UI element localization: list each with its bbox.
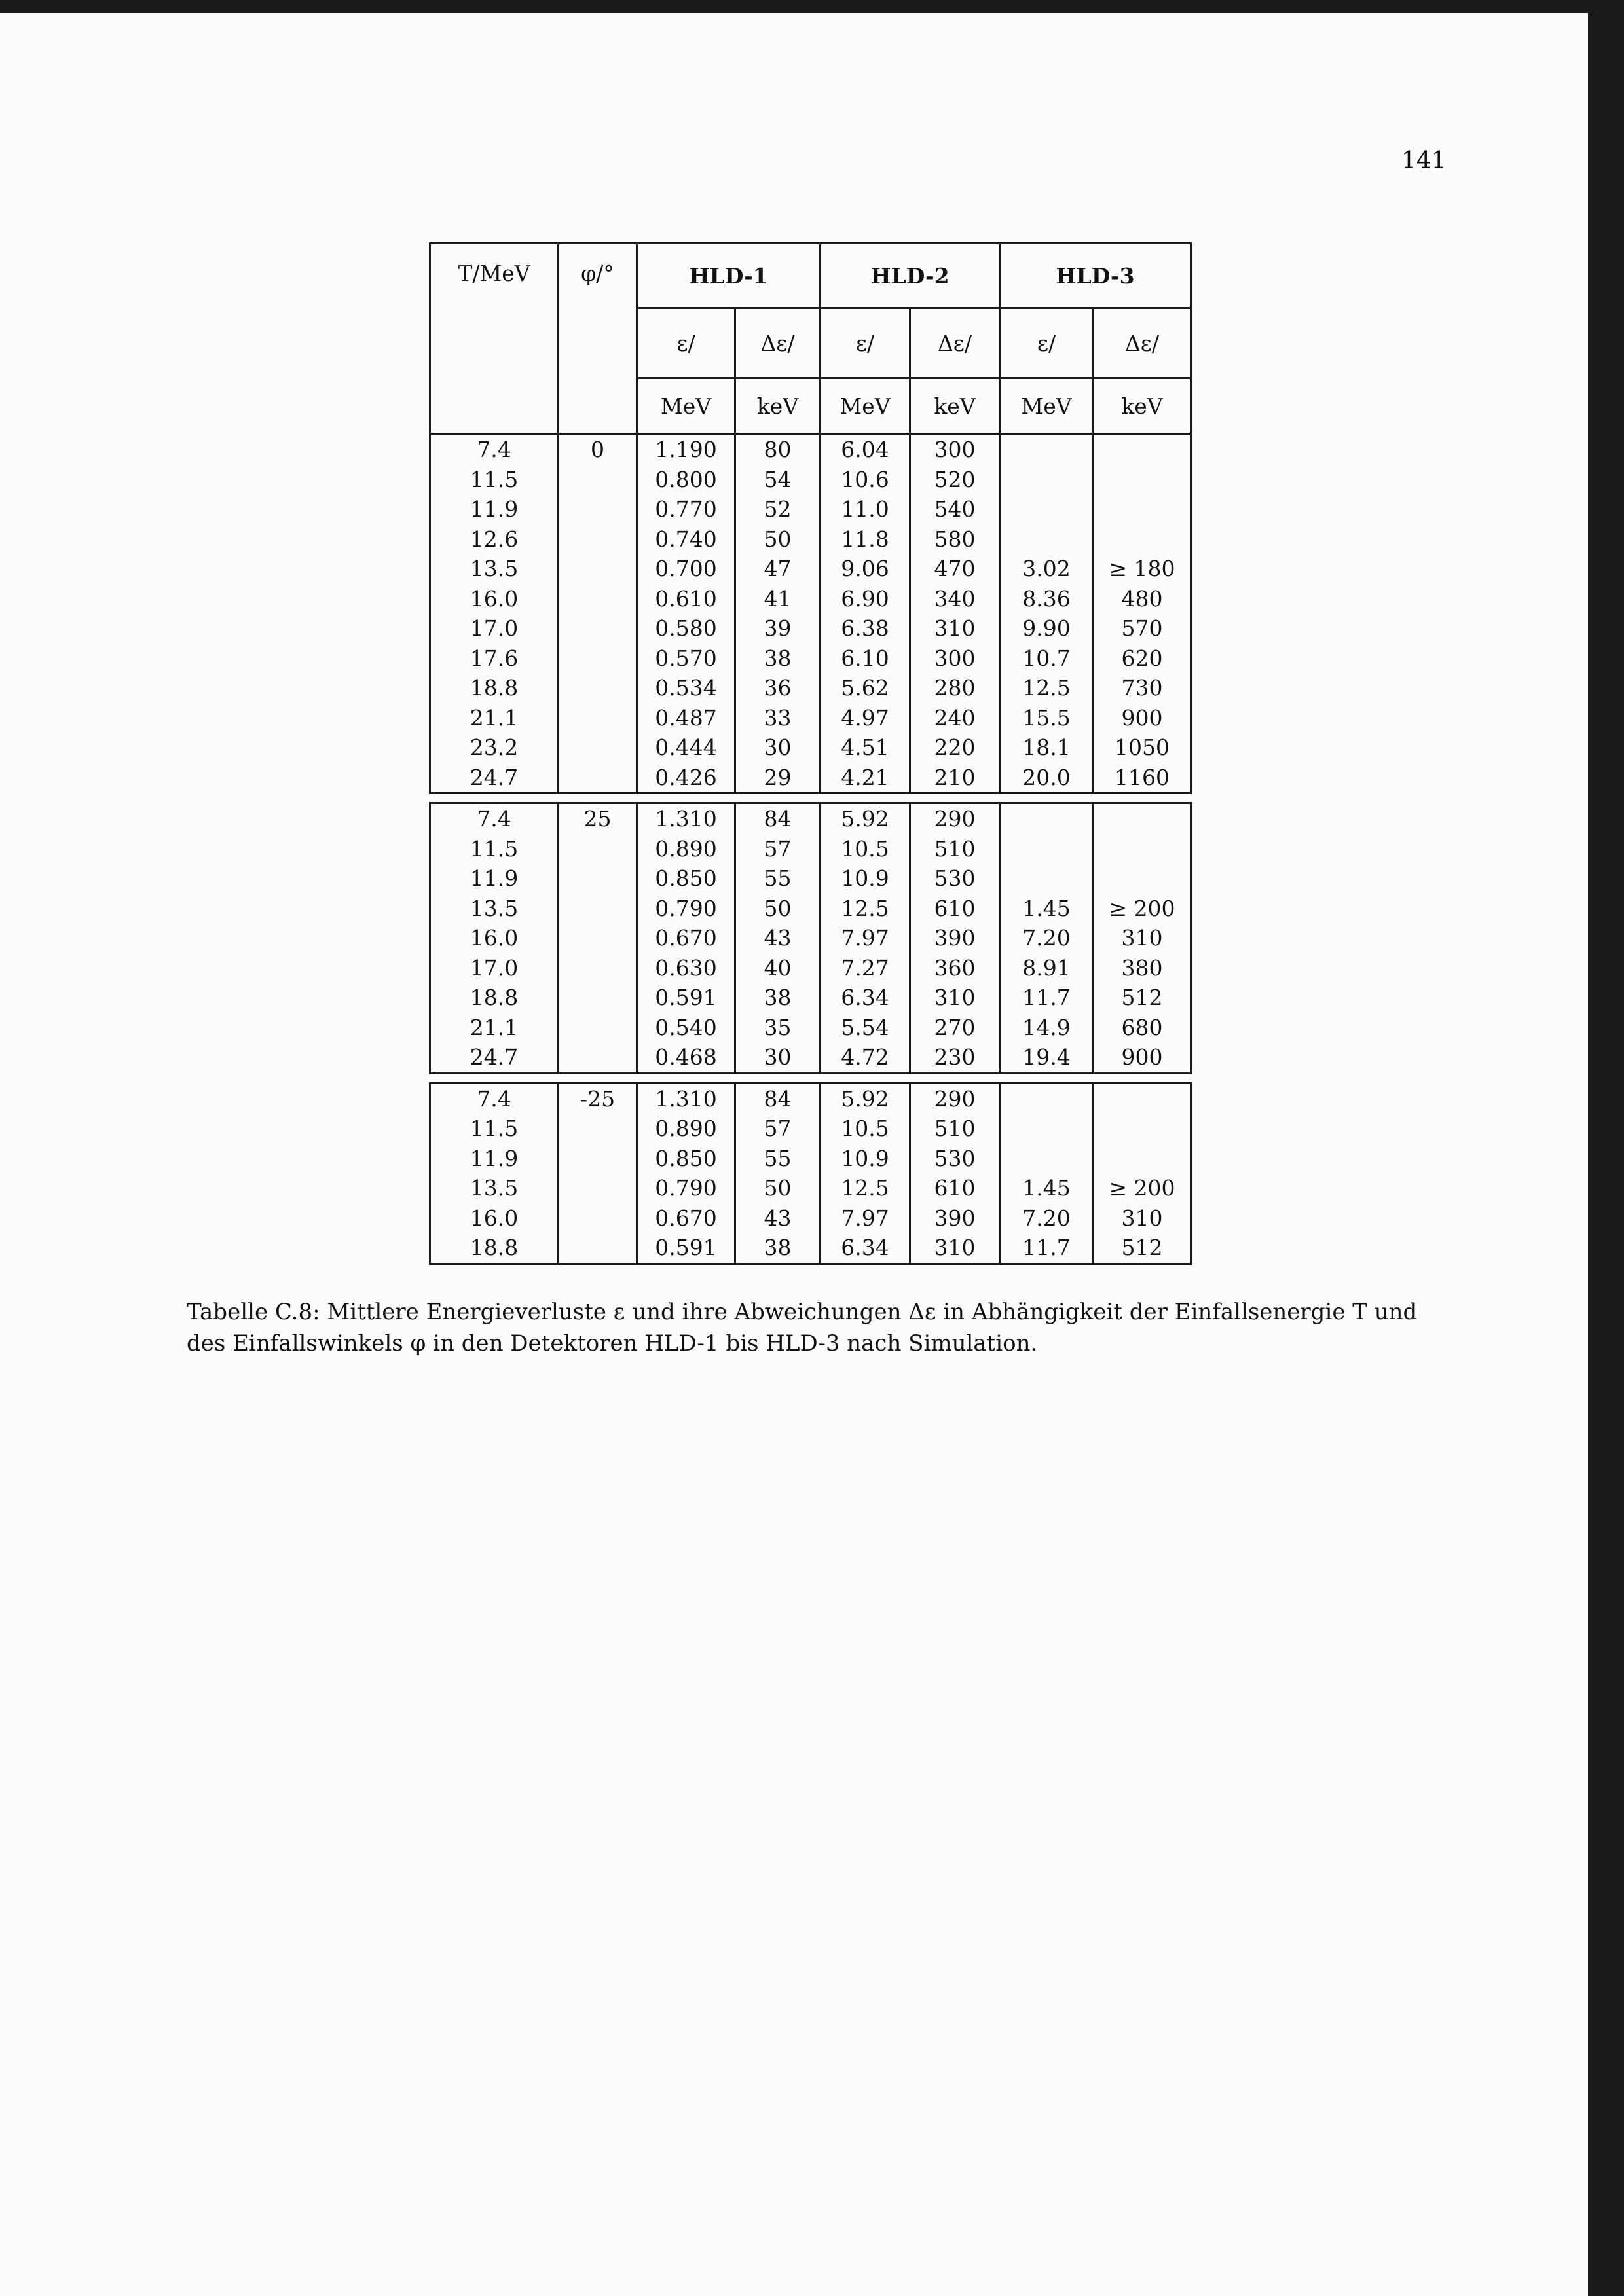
cell-energy: 11.5 bbox=[430, 834, 559, 864]
cell-energy: 21.1 bbox=[430, 703, 559, 733]
cell-energy: 11.5 bbox=[430, 465, 559, 495]
cell-hld3-eps: 1.45 bbox=[1000, 894, 1094, 924]
page-number: 141 bbox=[1401, 147, 1447, 174]
cell-hld2-deps: 230 bbox=[910, 1042, 1000, 1073]
cell-hld1-deps: 38 bbox=[735, 644, 821, 674]
cell-hld2-eps: 12.5 bbox=[821, 894, 910, 924]
cell-hld1-eps: 0.800 bbox=[637, 465, 735, 495]
cell-hld1-eps: 0.790 bbox=[637, 1173, 735, 1203]
cell-energy: 18.8 bbox=[430, 1233, 559, 1264]
cell-hld1-eps: 0.487 bbox=[637, 703, 735, 733]
cell-hld1-deps: 35 bbox=[735, 1013, 821, 1043]
cell-angle: 0 bbox=[559, 434, 637, 465]
cell-hld3-eps bbox=[1000, 494, 1094, 524]
cell-angle bbox=[559, 1203, 637, 1233]
cell-hld1-deps: 55 bbox=[735, 1144, 821, 1174]
cell-angle bbox=[559, 894, 637, 924]
cell-hld1-deps: 43 bbox=[735, 923, 821, 953]
cell-energy: 23.2 bbox=[430, 733, 559, 763]
cell-hld3-eps bbox=[1000, 834, 1094, 864]
cell-angle bbox=[559, 494, 637, 524]
cell-hld2-eps: 4.51 bbox=[821, 733, 910, 763]
cell-hld2-eps: 4.21 bbox=[821, 763, 910, 793]
cell-hld3-eps bbox=[1000, 1144, 1094, 1174]
cell-hld2-eps: 6.34 bbox=[821, 983, 910, 1013]
cell-angle bbox=[559, 763, 637, 793]
header-unit-mev: MeV bbox=[821, 378, 910, 434]
table-row bbox=[430, 1203, 1191, 1233]
table-row bbox=[430, 983, 1191, 1013]
cell-energy: 24.7 bbox=[430, 1042, 559, 1073]
cell-angle bbox=[559, 733, 637, 763]
cell-hld2-eps: 5.54 bbox=[821, 1013, 910, 1043]
cell-hld2-eps: 7.97 bbox=[821, 1203, 910, 1233]
table-row bbox=[430, 1013, 1191, 1043]
cell-hld3-eps: 11.7 bbox=[1000, 983, 1094, 1013]
cell-hld3-eps: 20.0 bbox=[1000, 763, 1094, 793]
cell-hld3-deps: 512 bbox=[1094, 1233, 1191, 1264]
cell-hld1-deps: 43 bbox=[735, 1203, 821, 1233]
cell-hld2-deps: 270 bbox=[910, 1013, 1000, 1043]
cell-hld1-deps: 50 bbox=[735, 524, 821, 555]
cell-hld1-eps: 0.670 bbox=[637, 1203, 735, 1233]
cell-energy: 17.0 bbox=[430, 953, 559, 983]
header-deps: Δε/ bbox=[910, 308, 1000, 378]
cell-hld2-deps: 300 bbox=[910, 644, 1000, 674]
cell-hld1-eps: 0.850 bbox=[637, 1144, 735, 1174]
table-row bbox=[430, 1083, 1191, 1114]
cell-hld1-eps: 0.468 bbox=[637, 1042, 735, 1073]
header-energy: T/MeV bbox=[430, 244, 559, 434]
cell-angle bbox=[559, 1233, 637, 1264]
table-row bbox=[430, 953, 1191, 983]
cell-hld3-deps: 680 bbox=[1094, 1013, 1191, 1043]
cell-hld1-eps: 0.610 bbox=[637, 584, 735, 614]
cell-hld3-eps: 9.90 bbox=[1000, 613, 1094, 644]
table-row bbox=[430, 673, 1191, 703]
cell-hld1-deps: 30 bbox=[735, 733, 821, 763]
cell-hld2-deps: 240 bbox=[910, 703, 1000, 733]
cell-hld1-deps: 54 bbox=[735, 465, 821, 495]
cell-hld2-eps: 4.97 bbox=[821, 703, 910, 733]
cell-hld1-deps: 36 bbox=[735, 673, 821, 703]
cell-hld3-deps bbox=[1094, 864, 1191, 894]
cell-energy: 21.1 bbox=[430, 1013, 559, 1043]
header-unit-kev: keV bbox=[1094, 378, 1191, 434]
table-row bbox=[430, 834, 1191, 864]
cell-hld2-deps: 530 bbox=[910, 1144, 1000, 1174]
cell-hld1-eps: 0.890 bbox=[637, 834, 735, 864]
cell-hld3-eps bbox=[1000, 524, 1094, 555]
cell-hld3-eps: 19.4 bbox=[1000, 1042, 1094, 1073]
cell-hld3-eps: 14.9 bbox=[1000, 1013, 1094, 1043]
cell-hld2-deps: 540 bbox=[910, 494, 1000, 524]
cell-hld3-eps: 8.91 bbox=[1000, 953, 1094, 983]
cell-hld1-eps: 0.630 bbox=[637, 953, 735, 983]
cell-hld2-eps: 11.0 bbox=[821, 494, 910, 524]
cell-hld2-deps: 280 bbox=[910, 673, 1000, 703]
cell-energy: 7.4 bbox=[430, 1083, 559, 1114]
table-row bbox=[430, 1144, 1191, 1174]
cell-angle bbox=[559, 584, 637, 614]
table-row bbox=[430, 763, 1191, 793]
cell-hld3-eps bbox=[1000, 803, 1094, 834]
cell-hld3-eps: 8.36 bbox=[1000, 584, 1094, 614]
cell-hld2-deps: 300 bbox=[910, 434, 1000, 465]
cell-hld2-eps: 6.38 bbox=[821, 613, 910, 644]
cell-energy: 24.7 bbox=[430, 763, 559, 793]
cell-hld3-eps: 3.02 bbox=[1000, 554, 1094, 584]
cell-hld2-deps: 580 bbox=[910, 524, 1000, 555]
cell-hld3-deps bbox=[1094, 1114, 1191, 1144]
cell-angle bbox=[559, 1114, 637, 1144]
cell-hld1-eps: 0.670 bbox=[637, 923, 735, 953]
cell-hld3-deps bbox=[1094, 434, 1191, 465]
cell-angle bbox=[559, 703, 637, 733]
cell-hld1-eps: 0.444 bbox=[637, 733, 735, 763]
cell-hld2-eps: 5.92 bbox=[821, 1083, 910, 1114]
cell-hld1-deps: 38 bbox=[735, 983, 821, 1013]
cell-angle bbox=[559, 923, 637, 953]
table-row bbox=[430, 1173, 1191, 1203]
cell-energy: 13.5 bbox=[430, 1173, 559, 1203]
cell-hld2-eps: 11.8 bbox=[821, 524, 910, 555]
cell-hld2-deps: 310 bbox=[910, 1233, 1000, 1264]
cell-hld2-eps: 10.6 bbox=[821, 465, 910, 495]
cell-hld1-eps: 1.310 bbox=[637, 803, 735, 834]
cell-angle bbox=[559, 1013, 637, 1043]
cell-angle bbox=[559, 524, 637, 555]
table-caption: Tabelle C.8: Mittlere Energieverluste ε und ihre Abweichungen Δε in Abhängigkeit der Einfallsenergie T und des Einfallswinkels φ in den Detektoren HLD-1 bis HLD-3 nach Simulation. bbox=[187, 1299, 1418, 1357]
table-row bbox=[430, 644, 1191, 674]
cell-hld3-eps bbox=[1000, 1083, 1094, 1114]
cell-hld3-deps: ≥ 200 bbox=[1094, 1173, 1191, 1203]
cell-hld3-eps bbox=[1000, 434, 1094, 465]
cell-hld2-eps: 7.97 bbox=[821, 923, 910, 953]
cell-hld3-deps bbox=[1094, 524, 1191, 555]
cell-hld2-deps: 390 bbox=[910, 923, 1000, 953]
table-row bbox=[430, 733, 1191, 763]
cell-angle bbox=[559, 1144, 637, 1174]
cell-hld1-deps: 57 bbox=[735, 1114, 821, 1144]
cell-hld1-deps: 55 bbox=[735, 864, 821, 894]
table-row bbox=[430, 894, 1191, 924]
table-row bbox=[430, 1114, 1191, 1144]
cell-hld2-eps: 10.5 bbox=[821, 834, 910, 864]
cell-hld1-deps: 84 bbox=[735, 1083, 821, 1114]
cell-hld1-eps: 0.426 bbox=[637, 763, 735, 793]
cell-energy: 11.9 bbox=[430, 1144, 559, 1174]
cell-energy: 18.8 bbox=[430, 673, 559, 703]
header-unit-mev: MeV bbox=[637, 378, 735, 434]
cell-hld2-eps: 5.62 bbox=[821, 673, 910, 703]
header-hld-1: HLD-1 bbox=[637, 244, 821, 308]
cell-energy: 11.9 bbox=[430, 864, 559, 894]
cell-hld3-deps: 1050 bbox=[1094, 733, 1191, 763]
cell-hld1-eps: 0.770 bbox=[637, 494, 735, 524]
cell-hld2-deps: 390 bbox=[910, 1203, 1000, 1233]
cell-hld3-deps bbox=[1094, 494, 1191, 524]
cell-hld2-deps: 290 bbox=[910, 1083, 1000, 1114]
cell-hld3-deps: 310 bbox=[1094, 1203, 1191, 1233]
cell-hld3-deps bbox=[1094, 1144, 1191, 1174]
cell-hld2-deps: 310 bbox=[910, 613, 1000, 644]
table-row bbox=[430, 494, 1191, 524]
cell-hld2-eps: 7.27 bbox=[821, 953, 910, 983]
cell-hld1-eps: 0.790 bbox=[637, 894, 735, 924]
cell-hld3-deps: 310 bbox=[1094, 923, 1191, 953]
cell-hld2-eps: 5.92 bbox=[821, 803, 910, 834]
group-separator bbox=[430, 793, 1191, 803]
cell-hld3-eps: 12.5 bbox=[1000, 673, 1094, 703]
cell-hld3-deps: 620 bbox=[1094, 644, 1191, 674]
table-row bbox=[430, 434, 1191, 465]
cell-hld1-deps: 80 bbox=[735, 434, 821, 465]
cell-hld2-eps: 9.06 bbox=[821, 554, 910, 584]
cell-hld1-deps: 39 bbox=[735, 613, 821, 644]
cell-hld3-deps: 900 bbox=[1094, 703, 1191, 733]
table-row bbox=[430, 703, 1191, 733]
header-deps: Δε/ bbox=[1094, 308, 1191, 378]
cell-hld2-deps: 510 bbox=[910, 834, 1000, 864]
cell-hld2-deps: 530 bbox=[910, 864, 1000, 894]
cell-hld1-eps: 0.740 bbox=[637, 524, 735, 555]
header-unit-kev: keV bbox=[735, 378, 821, 434]
header-angle: φ/° bbox=[559, 244, 637, 434]
cell-hld2-deps: 520 bbox=[910, 465, 1000, 495]
cell-hld2-deps: 290 bbox=[910, 803, 1000, 834]
cell-hld3-eps bbox=[1000, 465, 1094, 495]
cell-hld1-eps: 0.591 bbox=[637, 983, 735, 1013]
header-eps: ε/ bbox=[821, 308, 910, 378]
table-row bbox=[430, 803, 1191, 834]
cell-hld2-eps: 6.34 bbox=[821, 1233, 910, 1264]
cell-angle bbox=[559, 953, 637, 983]
cell-hld1-eps: 0.570 bbox=[637, 644, 735, 674]
cell-hld1-eps: 0.700 bbox=[637, 554, 735, 584]
cell-hld1-deps: 38 bbox=[735, 1233, 821, 1264]
cell-energy: 13.5 bbox=[430, 894, 559, 924]
cell-hld2-deps: 210 bbox=[910, 763, 1000, 793]
cell-hld2-deps: 610 bbox=[910, 1173, 1000, 1203]
cell-angle bbox=[559, 613, 637, 644]
cell-hld3-eps: 10.7 bbox=[1000, 644, 1094, 674]
cell-angle: -25 bbox=[559, 1083, 637, 1114]
cell-hld1-eps: 0.890 bbox=[637, 1114, 735, 1144]
cell-hld3-deps: 730 bbox=[1094, 673, 1191, 703]
table-row bbox=[430, 584, 1191, 614]
cell-hld2-deps: 510 bbox=[910, 1114, 1000, 1144]
header-unit-mev: MeV bbox=[1000, 378, 1094, 434]
cell-hld3-eps: 1.45 bbox=[1000, 1173, 1094, 1203]
cell-hld2-eps: 10.9 bbox=[821, 864, 910, 894]
cell-hld1-deps: 52 bbox=[735, 494, 821, 524]
cell-hld3-deps: 570 bbox=[1094, 613, 1191, 644]
cell-hld3-deps bbox=[1094, 803, 1191, 834]
header-hld-2: HLD-2 bbox=[821, 244, 1000, 308]
cell-hld3-eps: 15.5 bbox=[1000, 703, 1094, 733]
cell-hld3-eps: 7.20 bbox=[1000, 1203, 1094, 1233]
cell-hld3-eps: 11.7 bbox=[1000, 1233, 1094, 1264]
cell-hld2-eps: 4.72 bbox=[821, 1042, 910, 1073]
table-row bbox=[430, 923, 1191, 953]
cell-energy: 12.6 bbox=[430, 524, 559, 555]
cell-hld3-deps: 900 bbox=[1094, 1042, 1191, 1073]
cell-hld1-deps: 41 bbox=[735, 584, 821, 614]
cell-hld3-deps: ≥ 180 bbox=[1094, 554, 1191, 584]
cell-hld3-deps: 380 bbox=[1094, 953, 1191, 983]
cell-hld1-deps: 50 bbox=[735, 1173, 821, 1203]
cell-angle bbox=[559, 554, 637, 584]
cell-energy: 11.5 bbox=[430, 1114, 559, 1144]
energy-loss-table bbox=[429, 242, 1192, 1265]
cell-angle bbox=[559, 864, 637, 894]
cell-angle bbox=[559, 983, 637, 1013]
cell-hld1-eps: 0.580 bbox=[637, 613, 735, 644]
cell-hld3-deps: 480 bbox=[1094, 584, 1191, 614]
cell-energy: 18.8 bbox=[430, 983, 559, 1013]
cell-energy: 16.0 bbox=[430, 584, 559, 614]
cell-hld2-eps: 10.5 bbox=[821, 1114, 910, 1144]
cell-hld3-deps bbox=[1094, 1083, 1191, 1114]
cell-hld1-deps: 29 bbox=[735, 763, 821, 793]
cell-hld3-eps bbox=[1000, 1114, 1094, 1144]
cell-energy: 7.4 bbox=[430, 434, 559, 465]
header-deps: Δε/ bbox=[735, 308, 821, 378]
cell-angle bbox=[559, 673, 637, 703]
cell-angle bbox=[559, 465, 637, 495]
table-row bbox=[430, 1042, 1191, 1073]
group-separator bbox=[430, 1073, 1191, 1083]
page-sheet bbox=[0, 13, 1588, 2296]
cell-energy: 17.6 bbox=[430, 644, 559, 674]
cell-hld3-deps: 1160 bbox=[1094, 763, 1191, 793]
cell-hld1-eps: 0.850 bbox=[637, 864, 735, 894]
cell-hld3-deps: ≥ 200 bbox=[1094, 894, 1191, 924]
cell-hld2-deps: 470 bbox=[910, 554, 1000, 584]
cell-angle bbox=[559, 1042, 637, 1073]
cell-hld1-deps: 50 bbox=[735, 894, 821, 924]
cell-angle bbox=[559, 1173, 637, 1203]
table-row bbox=[430, 1233, 1191, 1264]
cell-hld1-eps: 0.534 bbox=[637, 673, 735, 703]
cell-hld2-deps: 310 bbox=[910, 983, 1000, 1013]
cell-hld1-eps: 1.190 bbox=[637, 434, 735, 465]
cell-energy: 16.0 bbox=[430, 1203, 559, 1233]
cell-hld2-deps: 610 bbox=[910, 894, 1000, 924]
table-row bbox=[430, 465, 1191, 495]
cell-energy: 7.4 bbox=[430, 803, 559, 834]
cell-hld2-eps: 6.10 bbox=[821, 644, 910, 674]
cell-hld2-eps: 12.5 bbox=[821, 1173, 910, 1203]
cell-energy: 16.0 bbox=[430, 923, 559, 953]
cell-hld1-deps: 33 bbox=[735, 703, 821, 733]
cell-energy: 13.5 bbox=[430, 554, 559, 584]
cell-hld3-deps: 512 bbox=[1094, 983, 1191, 1013]
cell-hld1-deps: 30 bbox=[735, 1042, 821, 1073]
cell-energy: 11.9 bbox=[430, 494, 559, 524]
cell-angle bbox=[559, 644, 637, 674]
cell-hld1-deps: 40 bbox=[735, 953, 821, 983]
cell-hld3-deps bbox=[1094, 465, 1191, 495]
cell-hld3-eps bbox=[1000, 864, 1094, 894]
header-hld-3: HLD-3 bbox=[1000, 244, 1191, 308]
cell-hld2-eps: 6.04 bbox=[821, 434, 910, 465]
cell-hld3-deps bbox=[1094, 834, 1191, 864]
cell-angle bbox=[559, 834, 637, 864]
header-eps: ε/ bbox=[637, 308, 735, 378]
cell-hld3-eps: 7.20 bbox=[1000, 923, 1094, 953]
table-row bbox=[430, 554, 1191, 584]
cell-hld3-eps: 18.1 bbox=[1000, 733, 1094, 763]
cell-hld2-eps: 6.90 bbox=[821, 584, 910, 614]
cell-hld1-eps: 1.310 bbox=[637, 1083, 735, 1114]
cell-angle: 25 bbox=[559, 803, 637, 834]
table-row bbox=[430, 613, 1191, 644]
cell-hld1-deps: 57 bbox=[735, 834, 821, 864]
cell-hld2-eps: 10.9 bbox=[821, 1144, 910, 1174]
cell-hld2-deps: 220 bbox=[910, 733, 1000, 763]
cell-hld2-deps: 340 bbox=[910, 584, 1000, 614]
cell-hld2-deps: 360 bbox=[910, 953, 1000, 983]
cell-energy: 17.0 bbox=[430, 613, 559, 644]
header-unit-kev: keV bbox=[910, 378, 1000, 434]
cell-hld1-deps: 47 bbox=[735, 554, 821, 584]
table-row bbox=[430, 524, 1191, 555]
cell-hld1-deps: 84 bbox=[735, 803, 821, 834]
cell-hld1-eps: 0.540 bbox=[637, 1013, 735, 1043]
table-row bbox=[430, 864, 1191, 894]
header-eps: ε/ bbox=[1000, 308, 1094, 378]
cell-hld1-eps: 0.591 bbox=[637, 1233, 735, 1264]
